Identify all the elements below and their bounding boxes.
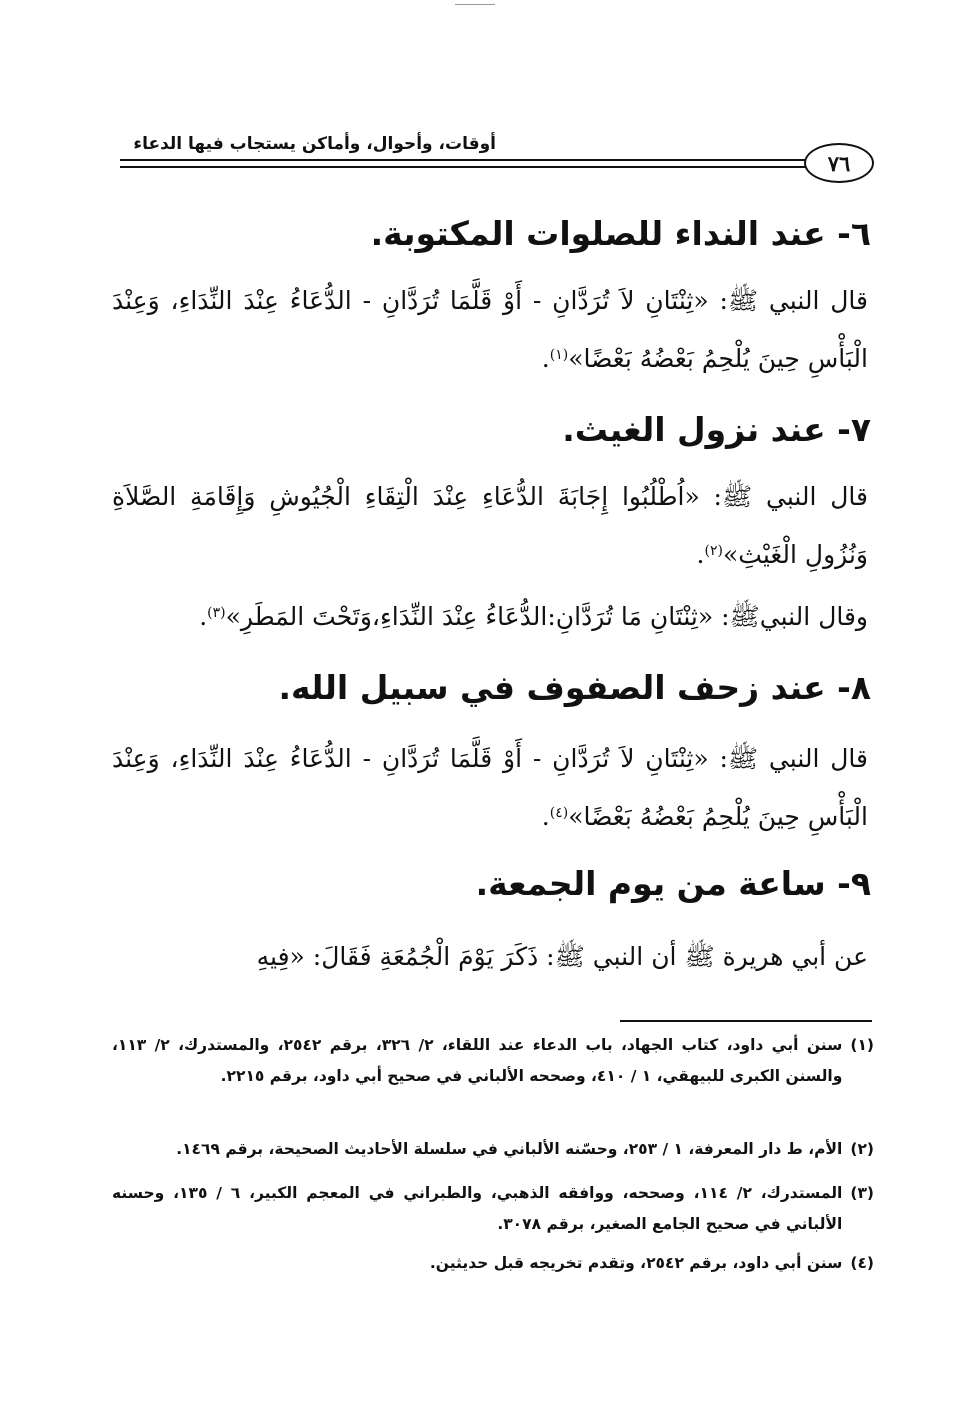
footnote-ref[interactable]: (٣): [207, 605, 226, 621]
hadith-paragraph: [112, 588, 868, 646]
sentence-end: .: [541, 344, 550, 373]
footnote-number: (٢): [850, 1140, 874, 1158]
footnote-1: [112, 1030, 874, 1092]
header-rule-bottom: [120, 166, 820, 168]
hadith-text: قال النبي ﷺ: «ثِنْتَانِ لاَ تُرَدَّانِ - أَوْ قَلَّمَا تُرَدَّانِ - الدُّعَاءُ عِنْدَ النِّدَاءِ، وَعِنْدَ الْبَأْسِ حِينَ يُلْحِمُ بَعْضُهُ بَعْضًا»: [112, 744, 868, 831]
section-heading-7: ٧- عند نزول الغيث.: [562, 410, 871, 449]
running-title: أوقات، وأحوال، وأماكن يستجاب فيها الدعاء: [133, 134, 496, 154]
hadith-text: وقال النبيﷺ: «ثِنْتَانِ مَا تُرَدَّانِ:الدُّعَاءُ عِنْدَ النِّدَاءِ،وَتَحْتَ المَطَرِ»: [225, 602, 868, 631]
sentence-end: .: [541, 802, 550, 831]
footnote-number: (١): [850, 1036, 874, 1054]
footnote-text: المستدرك، ٢/ ١١٤، وصححه، ووافقه الذهبي، والطبراني في المعجم الكبير، ٦ / ١٣٥، وحسنه الألباني في صحيح الجامع الصغير، برقم ٣٠٧٨.: [112, 1184, 843, 1233]
hadith-paragraph: [112, 272, 868, 388]
footnote-text: سنن أبي داود، كتاب الجهاد، باب الدعاء عند اللقاء، ٢/ ٣٢٦، برقم ٢٥٤٢، والمستدرك، ٢/ ١١٣، والسنن الكبرى للبيهقي، ١ / ٤١٠، وصححه الألباني في صحيح أبي داود، برقم ٢٢١٥.: [112, 1036, 843, 1085]
hadith-text: عن أبي هريرة ﷺ أن النبي ﷺ: ذَكَرَ يَوْمَ الْجُمُعَةِ فَقَالَ: «فِيهِ: [256, 942, 868, 971]
hadith-paragraph: [112, 928, 868, 986]
scan-mark: [455, 4, 495, 5]
footnote-ref[interactable]: (١): [549, 347, 569, 363]
hadith-paragraph: [112, 730, 868, 846]
header-rule-top: [120, 159, 820, 161]
footnote-2: [112, 1134, 874, 1165]
sentence-end: .: [199, 602, 208, 631]
footnote-ref[interactable]: (٤): [549, 805, 569, 821]
hadith-text: قال النبي ﷺ: «ثِنْتَانِ لاَ تُرَدَّانِ - أَوْ قَلَّمَا تُرَدَّانِ - الدُّعَاءُ عِنْدَ النِّدَاءِ، وَعِنْدَ الْبَأْسِ حِينَ يُلْحِمُ بَعْضُهُ بَعْضًا»: [112, 286, 868, 373]
footnote-ref[interactable]: (٢): [704, 543, 723, 559]
hadith-text: قال النبي ﷺ: «اُطْلُبُوا إِجَابَةَ الدُّعَاءِ عِنْدَ الْتِقَاءِ الْجُيُوشِ وَإِقَامَةِ الصَّلاَةِ وَنُزُولِ الْغَيْثِ»: [112, 482, 868, 569]
hadith-paragraph: [112, 468, 868, 584]
footnote-3: [112, 1178, 874, 1240]
section-heading-9: ٩- ساعة من يوم الجمعة.: [475, 864, 871, 903]
page-number: ٧٦: [804, 143, 874, 183]
section-heading-8: ٨- عند زحف الصفوف في سبيل الله.: [278, 668, 871, 707]
footnote-4: [112, 1248, 874, 1279]
sentence-end: .: [696, 540, 705, 569]
footnote-text: الأم، ط دار المعرفة، ١ / ٢٥٣، وحسّنه الألباني في سلسلة الأحاديث الصحيحة، برقم ١٤٦٩.: [176, 1140, 843, 1158]
footnote-number: (٣): [850, 1184, 874, 1202]
section-heading-6: ٦- عند النداء للصلوات المكتوبة.: [370, 214, 871, 253]
footnote-separator: [620, 1020, 872, 1022]
footnote-number: (٤): [850, 1254, 874, 1272]
footnote-text: سنن أبي داود، برقم ٢٥٤٢، وتقدم تخريجه قبل حديثين.: [429, 1254, 843, 1272]
